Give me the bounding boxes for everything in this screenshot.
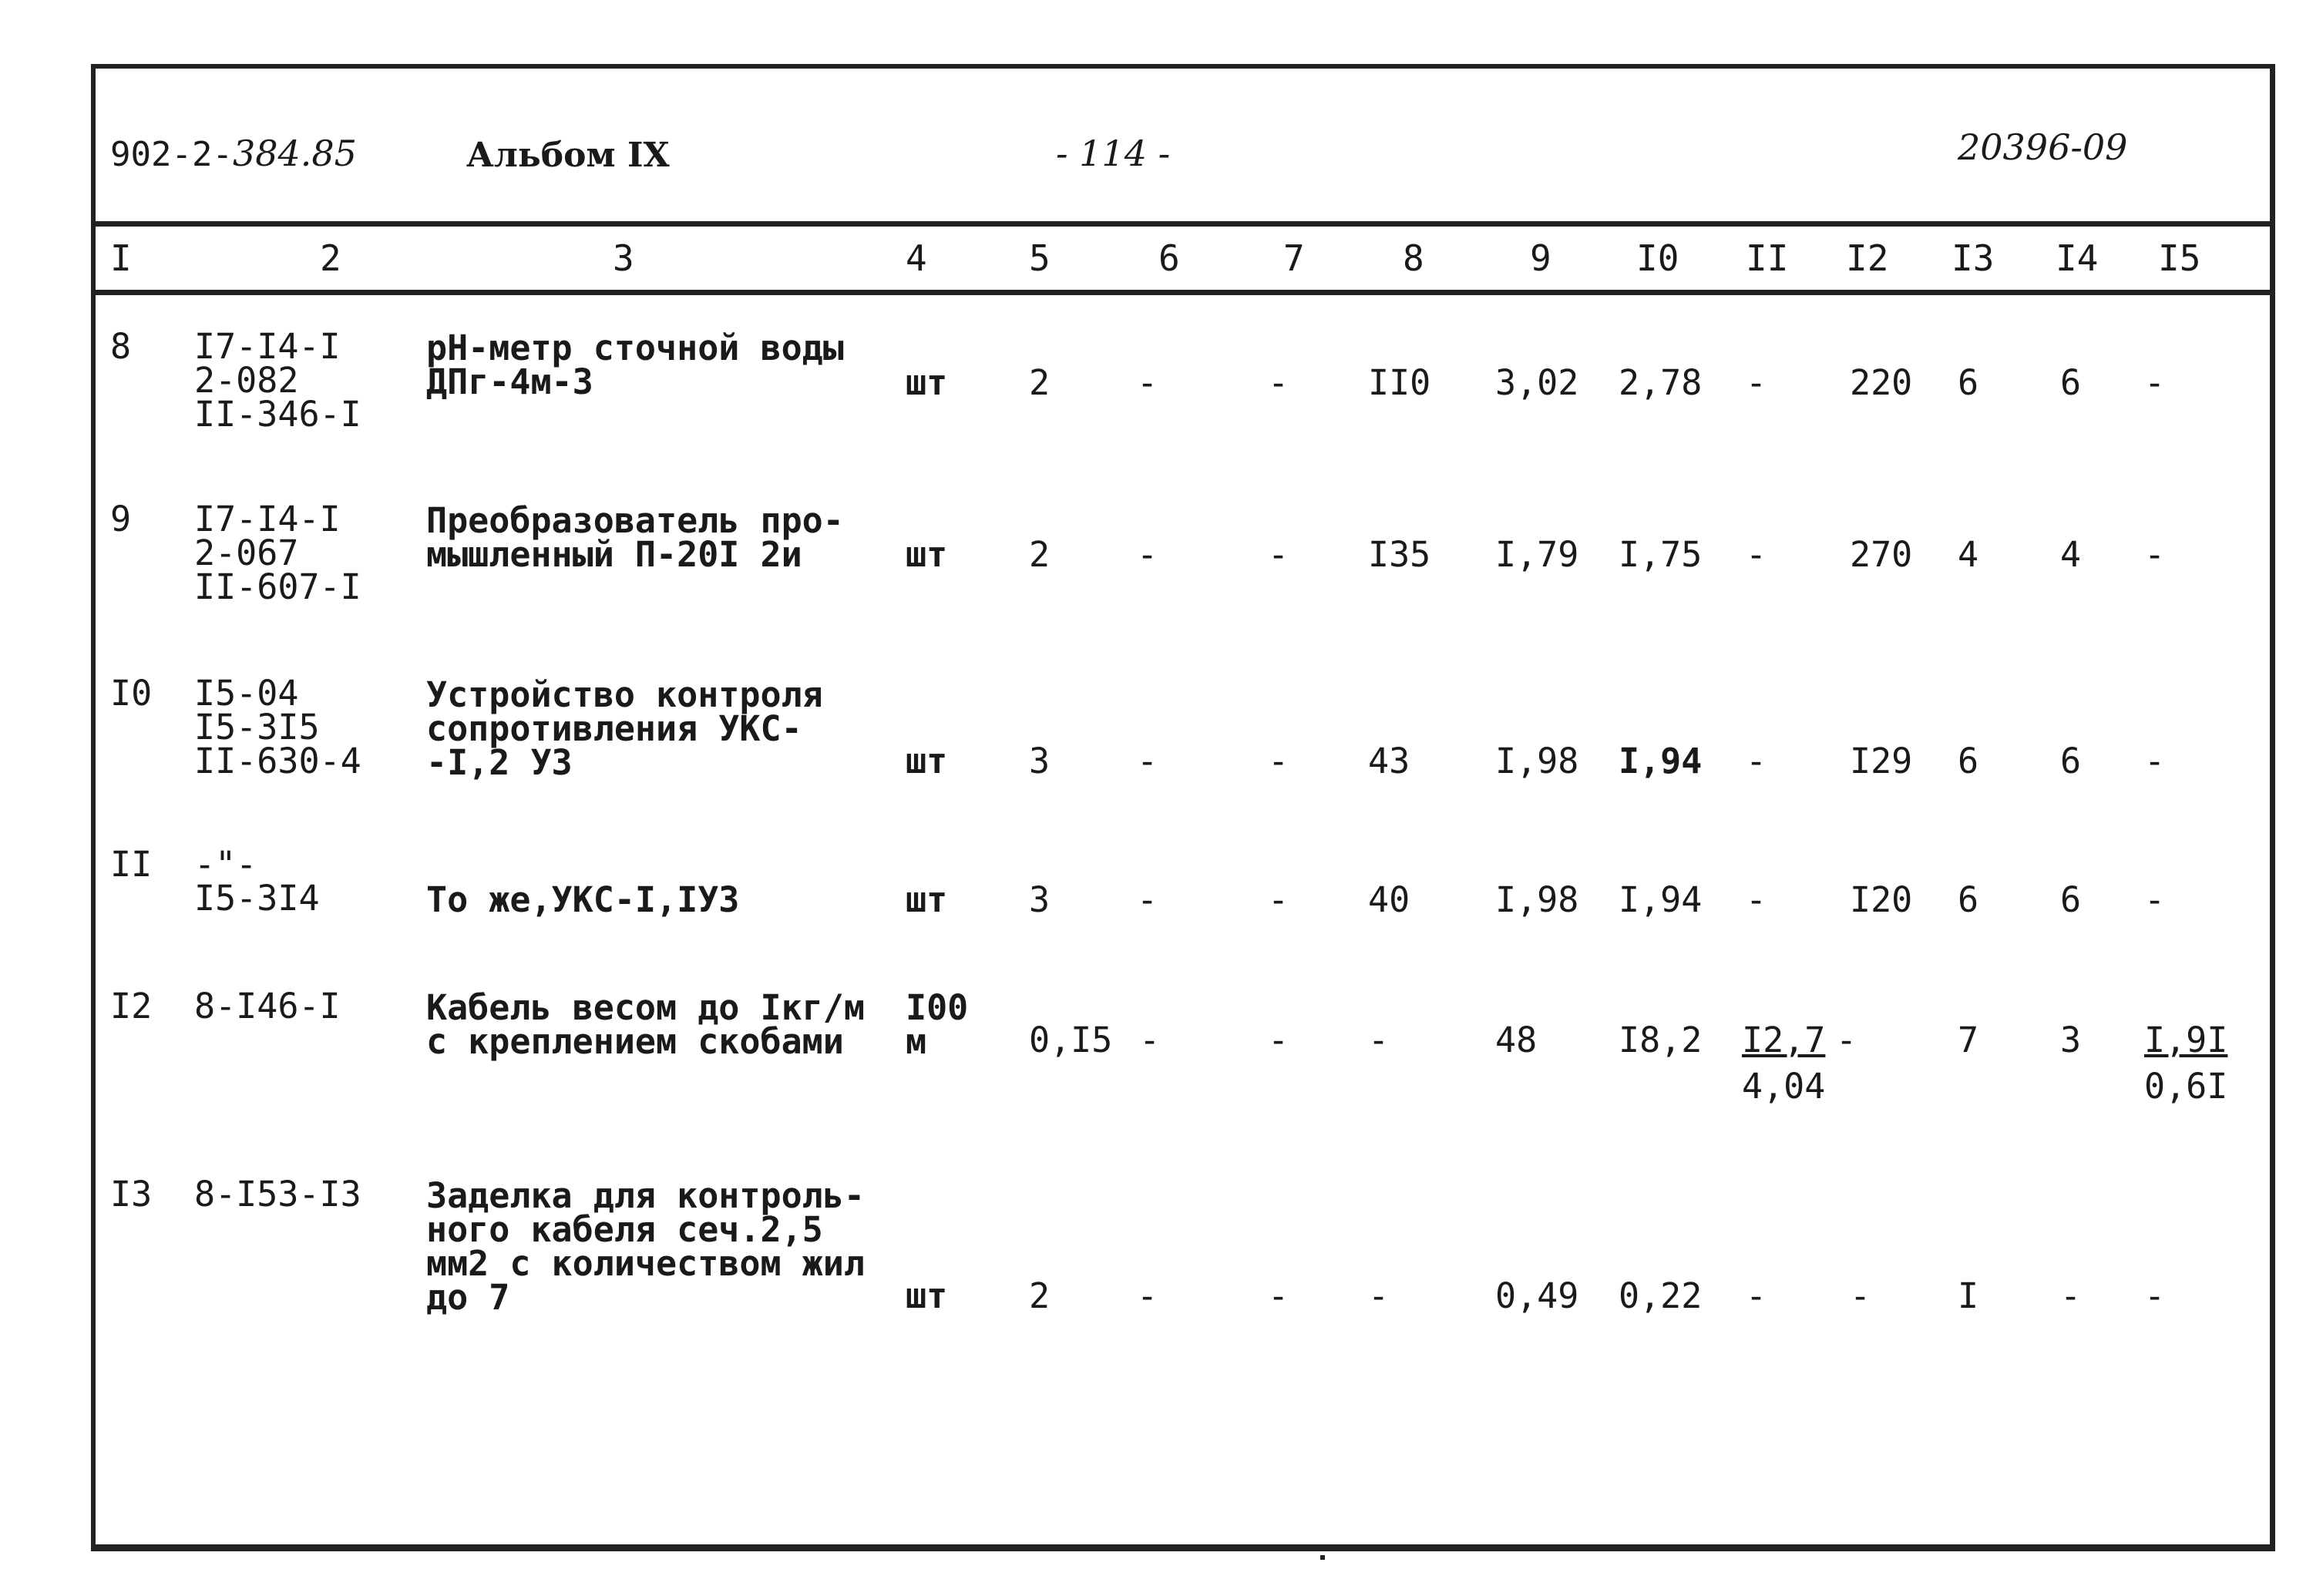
col12-value: - xyxy=(1850,1275,1871,1316)
doc-code-handwritten: 384.85 xyxy=(232,133,357,174)
col10-value: 2,78 xyxy=(1619,362,1703,403)
col-header-10: I0 xyxy=(1636,237,1679,279)
col10-value: I,94 xyxy=(1619,879,1703,920)
col10-value: 0,22 xyxy=(1619,1275,1703,1316)
col-header-6: 6 xyxy=(1158,237,1180,279)
col7-value: - xyxy=(1268,741,1289,781)
col5-value: 2 xyxy=(1029,1275,1051,1316)
col-header-4: 4 xyxy=(906,237,927,279)
col13-value: 6 xyxy=(1958,741,1979,781)
col8-value: 43 xyxy=(1368,741,1410,781)
col-header-8: 8 xyxy=(1403,237,1424,279)
row-number: II xyxy=(110,844,153,885)
item-code: I7-I4-I 2-067 II-607-I xyxy=(194,499,361,607)
col13-value: I xyxy=(1958,1275,1979,1316)
col5-value: 2 xyxy=(1029,534,1051,575)
col-header-15: I5 xyxy=(2158,237,2201,279)
item-unit: I00 м xyxy=(906,987,969,1062)
col-header-5: 5 xyxy=(1029,237,1051,279)
item-unit: шт xyxy=(906,534,948,575)
item-name: То же,УКС-I,IУЗ xyxy=(426,879,740,920)
header-rule xyxy=(96,221,2271,227)
col13-value: 7 xyxy=(1958,1020,1979,1060)
col5-value: 2 xyxy=(1029,362,1051,403)
col12-value: - xyxy=(1836,1020,1857,1060)
col8-value: - xyxy=(1368,1275,1390,1316)
col11-value-bottom: 4,04 xyxy=(1742,1066,1826,1107)
col14-value: 6 xyxy=(2060,362,2082,403)
col-header-9: 9 xyxy=(1530,237,1551,279)
col5-value: 3 xyxy=(1029,879,1051,920)
col10-value: I8,2 xyxy=(1619,1020,1703,1060)
doc-code xyxy=(110,133,357,174)
col9-value: I,79 xyxy=(1495,534,1579,575)
col12-value: 220 xyxy=(1850,362,1913,403)
col9-value: I,98 xyxy=(1495,879,1579,920)
col11-value: - xyxy=(1746,1275,1767,1316)
item-name: Кабель весом до Iкг/м с креплением скобами xyxy=(426,987,865,1062)
item-name: Устройство контроля сопротивления УКС- -I,2 УЗ xyxy=(426,674,823,783)
row-number: I3 xyxy=(110,1174,153,1215)
row-number: I2 xyxy=(110,986,153,1026)
document-number: 20396-09 xyxy=(1958,126,2128,168)
col11-value: - xyxy=(1746,362,1767,403)
col14-value: 3 xyxy=(2060,1020,2082,1060)
col15-value: - xyxy=(2144,741,2166,781)
col-header-7: 7 xyxy=(1283,237,1305,279)
col8-value: I35 xyxy=(1368,534,1431,575)
col13-value: 6 xyxy=(1958,362,1979,403)
col11-value: - xyxy=(1746,741,1767,781)
col7-value: - xyxy=(1268,879,1289,920)
col6-value: - xyxy=(1137,741,1158,781)
col15-value: - xyxy=(2144,1275,2166,1316)
col8-value: II0 xyxy=(1368,362,1431,403)
page-frame xyxy=(91,64,2275,1551)
col13-value: 6 xyxy=(1958,879,1979,920)
item-name: Заделка для контроль- ного кабеля сеч.2,5 мм2 с количеством жил до 7 xyxy=(426,1175,865,1318)
col13-value: 4 xyxy=(1958,534,1979,575)
col5-value: 3 xyxy=(1029,741,1051,781)
col14-value: - xyxy=(2060,1275,2082,1316)
doc-code-prefix: 902-2- xyxy=(110,135,233,174)
item-code: -"- I5-3I4 xyxy=(194,844,320,919)
col5-value: 0,I5 xyxy=(1029,1020,1113,1060)
col12-value: I29 xyxy=(1850,741,1913,781)
item-unit: шт xyxy=(906,1275,948,1316)
col12-value: 270 xyxy=(1850,534,1913,575)
row-number: 8 xyxy=(110,326,132,367)
item-code: I7-I4-I 2-082 II-346-I xyxy=(194,326,361,435)
col8-value: - xyxy=(1368,1020,1390,1060)
col14-value: 6 xyxy=(2060,879,2082,920)
column-header-rule xyxy=(96,290,2271,295)
col-header-1: I xyxy=(110,237,132,279)
col10-value: I,94 xyxy=(1619,741,1703,781)
row-number: I0 xyxy=(110,673,153,714)
col9-value: 48 xyxy=(1495,1020,1538,1060)
col11-value: - xyxy=(1746,534,1767,575)
item-unit: шт xyxy=(906,879,948,920)
scan-speck xyxy=(1320,1555,1325,1560)
col12-value: I20 xyxy=(1850,879,1913,920)
item-code: 8-I46-I xyxy=(194,986,341,1026)
item-code: I5-04 I5-3I5 II-630-4 xyxy=(194,673,361,781)
col-header-14: I4 xyxy=(2056,237,2099,279)
col-header-11: II xyxy=(1746,237,1789,279)
col9-value: I,98 xyxy=(1495,741,1579,781)
col14-value: 6 xyxy=(2060,741,2082,781)
col9-value: 3,02 xyxy=(1495,362,1579,403)
col10-value: I,75 xyxy=(1619,534,1703,575)
col9-value: 0,49 xyxy=(1495,1275,1579,1316)
col7-value: - xyxy=(1268,534,1289,575)
col6-value: - xyxy=(1137,879,1158,920)
col15-value-top: I,9I xyxy=(2144,1020,2228,1060)
row-number: 9 xyxy=(110,499,132,539)
col11-value-top: I2,7 xyxy=(1742,1020,1826,1060)
col-header-12: I2 xyxy=(1846,237,1889,279)
col-header-3: 3 xyxy=(613,237,634,279)
item-unit: шт xyxy=(906,741,948,781)
item-unit: шт xyxy=(906,362,948,403)
page-number: - 114 - xyxy=(1056,133,1171,174)
col11-value: - xyxy=(1746,879,1767,920)
col8-value: 40 xyxy=(1368,879,1410,920)
album-title: Альбом IX xyxy=(466,136,670,175)
col15-value: - xyxy=(2144,362,2166,403)
col15-value: - xyxy=(2144,534,2166,575)
col6-value: - xyxy=(1137,1275,1158,1316)
col-header-13: I3 xyxy=(1952,237,1995,279)
col-header-2: 2 xyxy=(320,237,341,279)
col15-value: - xyxy=(2144,879,2166,920)
item-name: pH-метр сточной воды ДПг-4м-3 xyxy=(426,328,844,402)
col15-value-bottom: 0,6I xyxy=(2144,1066,2228,1107)
col14-value: 4 xyxy=(2060,534,2082,575)
item-name: Преобразователь про- мышленный П-20I 2и xyxy=(426,500,844,575)
col7-value: - xyxy=(1268,1275,1289,1316)
col7-value: - xyxy=(1268,1020,1289,1060)
col6-value: - xyxy=(1137,362,1158,403)
item-code: 8-I53-I3 xyxy=(194,1174,361,1215)
col7-value: - xyxy=(1268,362,1289,403)
col6-value: - xyxy=(1137,534,1158,575)
col6-value: - xyxy=(1139,1020,1161,1060)
